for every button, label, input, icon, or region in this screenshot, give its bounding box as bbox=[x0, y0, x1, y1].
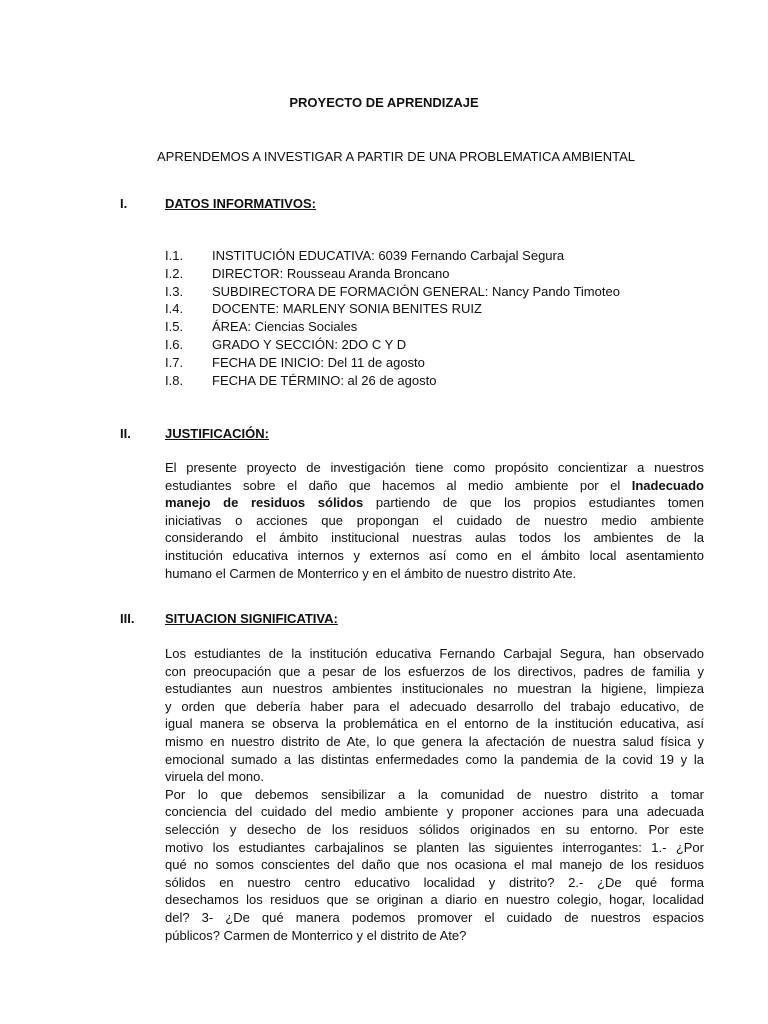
info-item-number: I.5. bbox=[165, 319, 184, 334]
paragraph-line: selección y desecho de los residuos sólidos originados en su entorno. Por este bbox=[165, 821, 704, 837]
info-item-text: ÁREA: Ciencias Sociales bbox=[212, 319, 358, 334]
info-item-text: DOCENTE: MARLENY SONIA BENITES RUIZ bbox=[212, 301, 482, 316]
info-item-text: INSTITUCIÓN EDUCATIVA: 6039 Fernando Carbajal Segura bbox=[212, 248, 565, 263]
info-item-text: DIRECTOR: Rousseau Aranda Broncano bbox=[212, 266, 450, 281]
document-subtitle: APRENDEMOS A INVESTIGAR A PARTIR DE UNA PROBLEMATICA AMBIENTAL bbox=[157, 149, 635, 164]
paragraph-line: sólidos en nuestro centro educativo localidad y distrito? 2.- ¿De qué forma bbox=[165, 874, 704, 890]
paragraph-line: institución educativa internos y externos así como en el ámbito local asentamiento bbox=[165, 547, 704, 563]
paragraph-text: estudiantes sobre el daño que hacemos al medio ambiente por el bbox=[165, 477, 621, 493]
paragraph-text: partiendo de que los propios estudiantes tomen bbox=[375, 495, 704, 511]
info-item bbox=[0, 248, 768, 266]
info-item-number: I.6. bbox=[165, 337, 184, 352]
paragraph-line bbox=[165, 494, 704, 512]
paragraph-line bbox=[165, 477, 704, 495]
info-item-number: I.7. bbox=[165, 355, 184, 370]
paragraph-line: desechamos los residuos que se originan a diario en nuestro colegio, hogar, localidad bbox=[165, 892, 704, 908]
info-item-text: FECHA DE TÉRMINO: al 26 de agosto bbox=[212, 373, 437, 388]
info-item-number: I.8. bbox=[165, 373, 184, 388]
paragraph-line: del? 3- ¿De qué manera podemos promover el cuidado de nuestros espacios bbox=[165, 909, 704, 925]
paragraph-line: igual manera se observa la problemática en el entorno de la institución educativa, así bbox=[165, 716, 704, 732]
paragraph-line: mismo en nuestro distrito de Ate, lo que genera la afectación de nuestra salud física y bbox=[165, 733, 704, 749]
info-item bbox=[0, 337, 768, 355]
paragraph-line: y orden que debería haber para el adecuado desarrollo del trabajo educativo, de bbox=[165, 698, 704, 714]
paragraph-line: viruela del mono. bbox=[165, 769, 264, 785]
paragraph-line: qué no somos conscientes del daño que nos ocasiona el mal manejo de los residuos bbox=[165, 857, 704, 873]
info-item bbox=[0, 319, 768, 337]
section-3-numeral: III. bbox=[120, 611, 135, 626]
paragraph-line: públicos? Carmen de Monterrico y el distrito de Ate? bbox=[165, 927, 467, 943]
paragraph-line: emocional sumado a las distintas enfermedades como la pandemia de la covid 19 y la bbox=[165, 751, 704, 767]
info-item-text: SUBDIRECTORA DE FORMACIÓN GENERAL: Nancy Pando Timoteo bbox=[212, 284, 620, 299]
info-item-text: GRADO Y SECCIÓN: 2DO C Y D bbox=[212, 337, 407, 352]
info-item-number: I.2. bbox=[165, 266, 184, 281]
section-2-numeral: II. bbox=[120, 426, 131, 441]
info-item bbox=[0, 373, 768, 391]
section-1-heading: DATOS INFORMATIVOS: bbox=[165, 196, 316, 211]
paragraph-line: Los estudiantes de la institución educativa Fernando Carbajal Segura, han observado bbox=[165, 646, 704, 661]
section-1-numeral: I. bbox=[120, 196, 128, 211]
section-2-heading: JUSTIFICACIÓN: bbox=[165, 426, 269, 441]
info-item bbox=[0, 284, 768, 302]
info-item-number: I.3. bbox=[165, 284, 184, 299]
paragraph-line: conciencia del cuidado del medio ambiente y proponer acciones para una adecuada bbox=[165, 804, 704, 820]
paragraph-line: motivo los estudiantes carbajalinos se planten las siguientes interrogantes: 1.- ¿Por bbox=[165, 839, 704, 855]
paragraph-line: El presente proyecto de investigación tiene como propósito concientizar a nuestros bbox=[165, 460, 704, 475]
info-item-text: FECHA DE INICIO: Del 11 de agosto bbox=[212, 355, 425, 370]
section-3-heading: SITUACION SIGNIFICATIVA: bbox=[165, 611, 338, 626]
paragraph-line: con preocupación que a pesar de los esfuerzos de los directivos, padres de familia y bbox=[165, 663, 704, 679]
situation-paragraph bbox=[165, 645, 704, 944]
paragraph-line: considerando el ámbito institucional nuestras aulas todos los ambientes de la bbox=[165, 530, 704, 546]
emphasis-text: Inadecuado bbox=[631, 477, 704, 493]
paragraph-line: estudiantes aun nuestros ambientes institucionales no muestran la higiene, limpieza bbox=[165, 681, 704, 697]
justification-paragraph bbox=[165, 459, 704, 582]
info-item bbox=[0, 266, 768, 284]
info-item bbox=[0, 301, 768, 319]
paragraph-line: Por lo que debemos sensibilizar a la comunidad de nuestro distrito a tomar bbox=[165, 786, 704, 802]
paragraph-line: humano el Carmen de Monterrico y en el ámbito de nuestro distrito Ate. bbox=[165, 565, 577, 581]
document-title: PROYECTO DE APRENDIZAJE bbox=[289, 95, 479, 110]
paragraph-line: iniciativas o acciones que propongan el cuidado de nuestro medio ambiente bbox=[165, 512, 704, 528]
info-item bbox=[0, 355, 768, 373]
info-item-number: I.1. bbox=[165, 248, 184, 263]
emphasis-text: manejo de residuos sólidos bbox=[165, 495, 364, 511]
info-item-number: I.4. bbox=[165, 301, 184, 316]
